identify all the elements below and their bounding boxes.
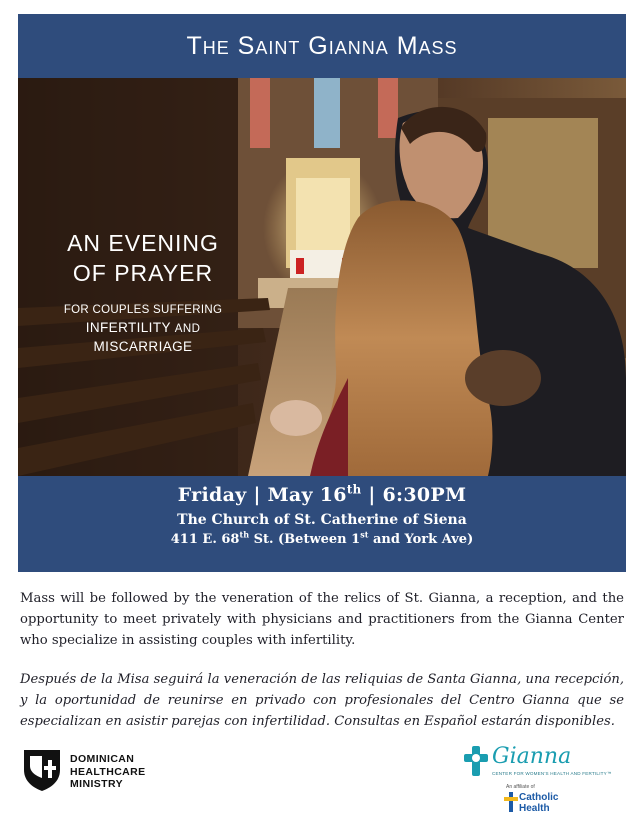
address-part-b: St. (Between 1 — [249, 532, 361, 547]
event-datetime — [18, 476, 626, 506]
shield-cross-icon — [22, 748, 62, 792]
event-details-bar — [18, 476, 626, 572]
overlay-title-line1: AN EVENING — [67, 230, 219, 256]
event-venue: The Church of St. Catherine of Siena — [177, 512, 467, 528]
gianna-wordmark: Gianna — [492, 744, 572, 769]
catholic-line2: Health — [519, 803, 550, 814]
overlay-and: AND — [174, 323, 201, 335]
gianna-center-logo — [462, 744, 622, 820]
dominican-line2: HEALTHCARE — [70, 765, 146, 778]
overlay-infertility: INFERTILITY — [85, 320, 171, 335]
flyer-header — [18, 14, 626, 78]
address-part-c: and York Ave) — [368, 532, 474, 547]
catholic-health-icon — [504, 792, 518, 812]
overlay-title-line2: OF PRAYER — [72, 260, 214, 286]
address-st: st — [360, 529, 369, 540]
catholic-line1: Catholic — [519, 792, 559, 803]
event-date: May 16 — [267, 484, 347, 506]
description-english: Mass will be followed by the veneration of the relics of St. Gianna, a reception, and the opportunity to meet privately with physicians and practitioners from the Gianna Center who specialize in assisting couples with infertility. — [20, 591, 624, 648]
event-day: Friday — [177, 484, 247, 506]
dominican-healthcare-logo — [22, 748, 182, 808]
dominican-line3: MINISTRY — [70, 778, 123, 790]
event-time: 6:30PM — [382, 484, 467, 506]
gianna-tagline: CENTER FOR WOMEN'S HEALTH AND FERTILITY™ — [492, 771, 612, 776]
event-date-ordinal: th — [346, 482, 362, 497]
catholic-health-text — [519, 792, 558, 814]
address-th: th — [239, 529, 250, 540]
gianna-cross-icon — [462, 744, 490, 778]
hero-photo — [18, 78, 626, 476]
event-separator-2: | — [368, 484, 376, 506]
dominican-logo-text — [70, 753, 146, 791]
overlay-infertility-line — [38, 320, 248, 335]
overlay-subtitle: FOR COUPLES SUFFERING — [63, 304, 223, 316]
dominican-line1: DOMINICAN — [70, 753, 135, 765]
photo-overlay-text — [38, 228, 248, 354]
description-spanish: Después de la Misa seguirá la veneración de las reliquias de Santa Gianna, una recepción, y la oportunidad de reunirse en privado con profesionales del Centro Gianna que se especializan en asistir parejas con infertilidad. Consultas en Español estarán disponibles. — [20, 672, 624, 729]
event-address — [18, 529, 626, 547]
event-separator-1: | — [253, 484, 261, 506]
affiliate-label: An affiliate of — [506, 784, 535, 790]
flyer-title: The Saint Gianna Mass — [186, 32, 458, 60]
address-part-a: 411 E. 68 — [170, 532, 240, 547]
overlay-miscarriage: MISCARRIAGE — [93, 339, 193, 354]
